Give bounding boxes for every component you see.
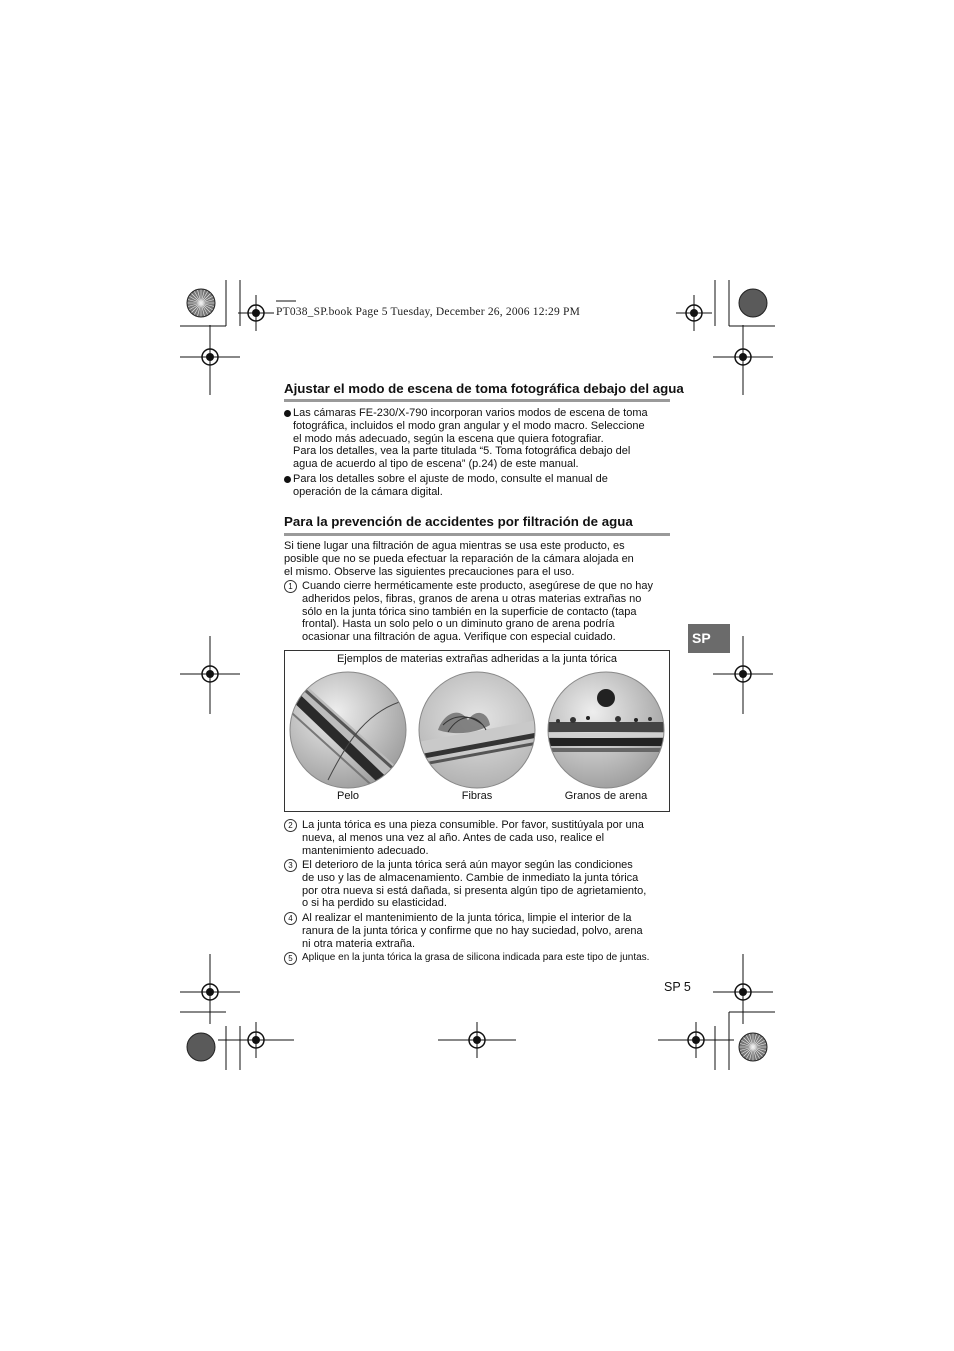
caption-pelo: Pelo [336,790,360,802]
registration-target-icon [180,636,240,714]
circled-number-icon: 2 [284,819,297,832]
gray-circle-mark-icon [186,1032,216,1062]
bullet-text: Las cámaras FE-230/X-790 incorporan varios modos de escena de toma fotográfica, incluidos el modo gran angular y el modo macro. Seleccione el modo más adecuado, según la escena que quiera fotografiar. Para los detalles, vea la parte titulada “5. Toma fotográfica debajo del agua de acuerdo al tipo de escena” (p.24) de este manual. [293,407,648,471]
registration-target-icon [658,1022,734,1058]
registration-target-icon [713,325,773,395]
registration-target-icon [713,954,773,1024]
item-text: La junta tórica es una pieza consumible. Por favor, sustitúyala por una nueva, al menos una vez al año. Antes de cada uso, realice el mantenimiento adecuado. [302,819,644,857]
bullet-text: Para los detalles sobre el ajuste de modo, consulte el manual de operación de la cámara digital. [293,472,608,498]
section-heading-water-leak: Para la prevención de accidentes por filtración de agua [284,514,633,529]
figure-title: Ejemplos de materias extrañas adheridas a la junta tórica [336,653,618,665]
page-number: SP 5 [664,980,691,994]
registration-target-icon [676,295,712,331]
item-text: Al realizar el mantenimiento de la junta tórica, limpie el interior de la ranura de la junta tórica y confirme que no hay suciedad, polvo, arena ni otra materia extraña. [302,912,643,950]
registration-target-icon [180,954,240,1024]
item-text: Cuando cierre herméticamente este producto, asegúrese de que no hay adheridos pelos, fibras, granos de arena u otras materias extrañas no sólo en la junta tórica sino también en la superficie de contacto (tapa frontal). Hasta un solo pelo o un diminuto grano de arena podría ocasionar una filtración de agua. Verifique con especial cuidado. [302,580,653,644]
language-tab: SP [688,624,730,653]
caption-granos: Granos de arena [564,790,648,802]
starburst-mark-icon [738,1032,768,1062]
item-text: El deterioro de la junta tórica será aún mayor según las condiciones de uso y las de almacenamiento. Cambie de inmediato la junta tórica por otra nueva si está dañada, si presenta algún tipo de agrietamiento, o si ha perdido su elasticidad. [302,859,647,910]
registration-target-icon [713,636,773,714]
print-header: PT038_SP.book Page 5 Tuesday, December 26, 2006 12:29 PM [276,306,581,318]
registration-target-icon [438,1022,516,1058]
section-heading-scene-mode: Ajustar el modo de escena de toma fotográfica debajo del agua [284,381,684,396]
registration-target-icon [238,295,274,331]
circled-number-icon: 1 [284,580,297,593]
gray-circle-mark-icon [738,288,768,318]
registration-target-icon [218,1022,294,1058]
circled-number-icon: 4 [284,912,297,925]
circled-number-icon: 5 [284,952,297,965]
intro-paragraph: Si tiene lugar una filtración de agua mientras se usa este producto, es posible que no se pueda efectuar la reparación de la cámara alojada en el mismo. Observe las siguientes precauciones para el uso. [284,540,634,578]
registration-target-icon [180,325,240,395]
item-text: Aplique en la junta tórica la grasa de silicona indicada para este tipo de juntas. [302,952,650,963]
circled-number-icon: 3 [284,859,297,872]
starburst-mark-icon [186,288,216,318]
caption-fibras: Fibras [461,790,493,802]
